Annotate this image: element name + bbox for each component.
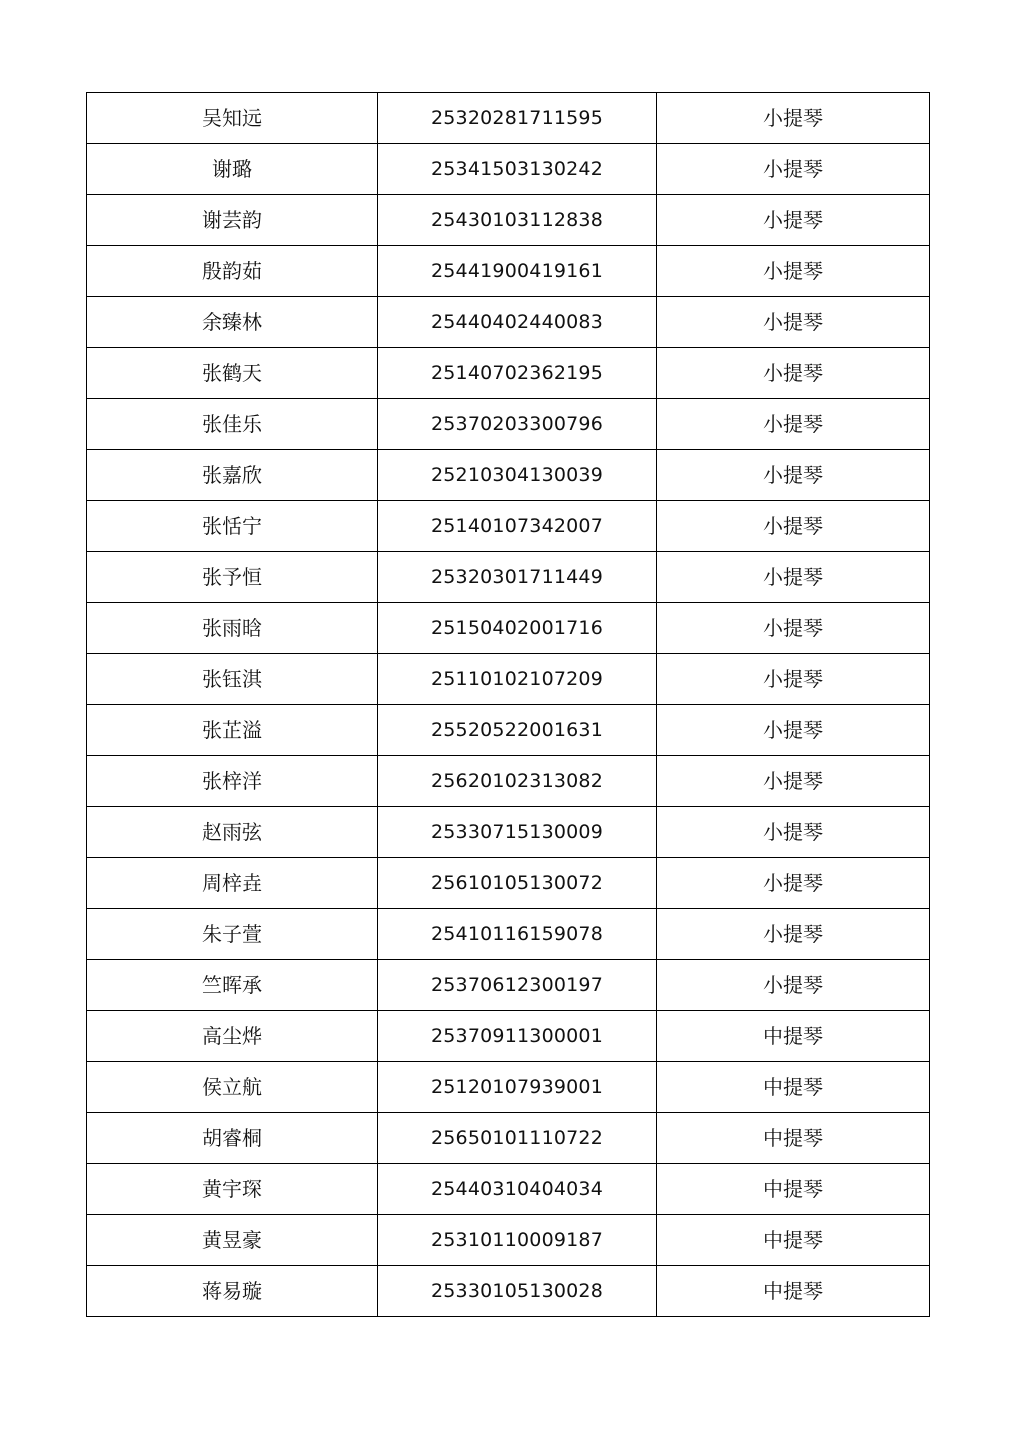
table-row <box>87 246 930 297</box>
name-cell: 吴知远 <box>87 93 378 144</box>
instrument-cell: 小提琴 <box>657 195 930 246</box>
id-cell: 25320301711449 <box>378 552 657 603</box>
instrument-cell: 小提琴 <box>657 144 930 195</box>
table-row <box>87 1266 930 1317</box>
table-row <box>87 654 930 705</box>
id-cell: 25341503130242 <box>378 144 657 195</box>
table-row <box>87 450 930 501</box>
instrument-cell: 小提琴 <box>657 93 930 144</box>
name-cell: 张钰淇 <box>87 654 378 705</box>
id-cell: 25330715130009 <box>378 807 657 858</box>
id-cell: 25310110009187 <box>378 1215 657 1266</box>
table-row <box>87 1062 930 1113</box>
name-cell: 谢璐 <box>87 144 378 195</box>
table-row <box>87 501 930 552</box>
table-row <box>87 1011 930 1062</box>
id-cell: 25140702362195 <box>378 348 657 399</box>
instrument-cell: 小提琴 <box>657 348 930 399</box>
table-row <box>87 144 930 195</box>
table-row <box>87 552 930 603</box>
instrument-cell: 中提琴 <box>657 1266 930 1317</box>
instrument-cell: 中提琴 <box>657 1164 930 1215</box>
name-cell: 周梓垚 <box>87 858 378 909</box>
roster-table <box>86 92 930 1317</box>
id-cell: 25441900419161 <box>378 246 657 297</box>
table-row <box>87 705 930 756</box>
name-cell: 赵雨弦 <box>87 807 378 858</box>
instrument-cell: 小提琴 <box>657 909 930 960</box>
id-cell: 25320281711595 <box>378 93 657 144</box>
instrument-cell: 中提琴 <box>657 1011 930 1062</box>
table-row <box>87 399 930 450</box>
id-cell: 25330105130028 <box>378 1266 657 1317</box>
name-cell: 侯立航 <box>87 1062 378 1113</box>
id-cell: 25370911300001 <box>378 1011 657 1062</box>
id-cell: 25140107342007 <box>378 501 657 552</box>
name-cell: 高尘烨 <box>87 1011 378 1062</box>
table-row <box>87 807 930 858</box>
id-cell: 25610105130072 <box>378 858 657 909</box>
table-row <box>87 1215 930 1266</box>
name-cell: 朱子萱 <box>87 909 378 960</box>
table-row <box>87 1164 930 1215</box>
instrument-cell: 小提琴 <box>657 552 930 603</box>
instrument-cell: 小提琴 <box>657 297 930 348</box>
roster-table-body <box>87 93 930 1317</box>
instrument-cell: 小提琴 <box>657 450 930 501</box>
id-cell: 25120107939001 <box>378 1062 657 1113</box>
instrument-cell: 小提琴 <box>657 654 930 705</box>
id-cell: 25150402001716 <box>378 603 657 654</box>
instrument-cell: 小提琴 <box>657 501 930 552</box>
name-cell: 黄昱豪 <box>87 1215 378 1266</box>
name-cell: 竺晖承 <box>87 960 378 1011</box>
instrument-cell: 小提琴 <box>657 399 930 450</box>
instrument-cell: 中提琴 <box>657 1113 930 1164</box>
id-cell: 25370612300197 <box>378 960 657 1011</box>
name-cell: 张雨晗 <box>87 603 378 654</box>
instrument-cell: 小提琴 <box>657 603 930 654</box>
name-cell: 余臻林 <box>87 297 378 348</box>
id-cell: 25370203300796 <box>378 399 657 450</box>
name-cell: 张鹤天 <box>87 348 378 399</box>
name-cell: 蒋易璇 <box>87 1266 378 1317</box>
name-cell: 殷韵茹 <box>87 246 378 297</box>
instrument-cell: 中提琴 <box>657 1215 930 1266</box>
table-row <box>87 93 930 144</box>
id-cell: 25110102107209 <box>378 654 657 705</box>
name-cell: 谢芸韵 <box>87 195 378 246</box>
instrument-cell: 小提琴 <box>657 858 930 909</box>
instrument-cell: 小提琴 <box>657 960 930 1011</box>
instrument-cell: 小提琴 <box>657 705 930 756</box>
name-cell: 张予恒 <box>87 552 378 603</box>
name-cell: 胡睿桐 <box>87 1113 378 1164</box>
instrument-cell: 中提琴 <box>657 1062 930 1113</box>
table-row <box>87 195 930 246</box>
table-row <box>87 1113 930 1164</box>
id-cell: 25410116159078 <box>378 909 657 960</box>
table-row <box>87 756 930 807</box>
table-row <box>87 909 930 960</box>
table-row <box>87 960 930 1011</box>
name-cell: 张芷溢 <box>87 705 378 756</box>
instrument-cell: 小提琴 <box>657 756 930 807</box>
table-row <box>87 348 930 399</box>
id-cell: 25440310404034 <box>378 1164 657 1215</box>
name-cell: 张嘉欣 <box>87 450 378 501</box>
id-cell: 25620102313082 <box>378 756 657 807</box>
instrument-cell: 小提琴 <box>657 246 930 297</box>
name-cell: 黄宇琛 <box>87 1164 378 1215</box>
id-cell: 25440402440083 <box>378 297 657 348</box>
id-cell: 25650101110722 <box>378 1113 657 1164</box>
name-cell: 张梓洋 <box>87 756 378 807</box>
id-cell: 25430103112838 <box>378 195 657 246</box>
id-cell: 25520522001631 <box>378 705 657 756</box>
instrument-cell: 小提琴 <box>657 807 930 858</box>
table-row <box>87 297 930 348</box>
table-row <box>87 858 930 909</box>
id-cell: 25210304130039 <box>378 450 657 501</box>
name-cell: 张恬宁 <box>87 501 378 552</box>
name-cell: 张佳乐 <box>87 399 378 450</box>
table-row <box>87 603 930 654</box>
